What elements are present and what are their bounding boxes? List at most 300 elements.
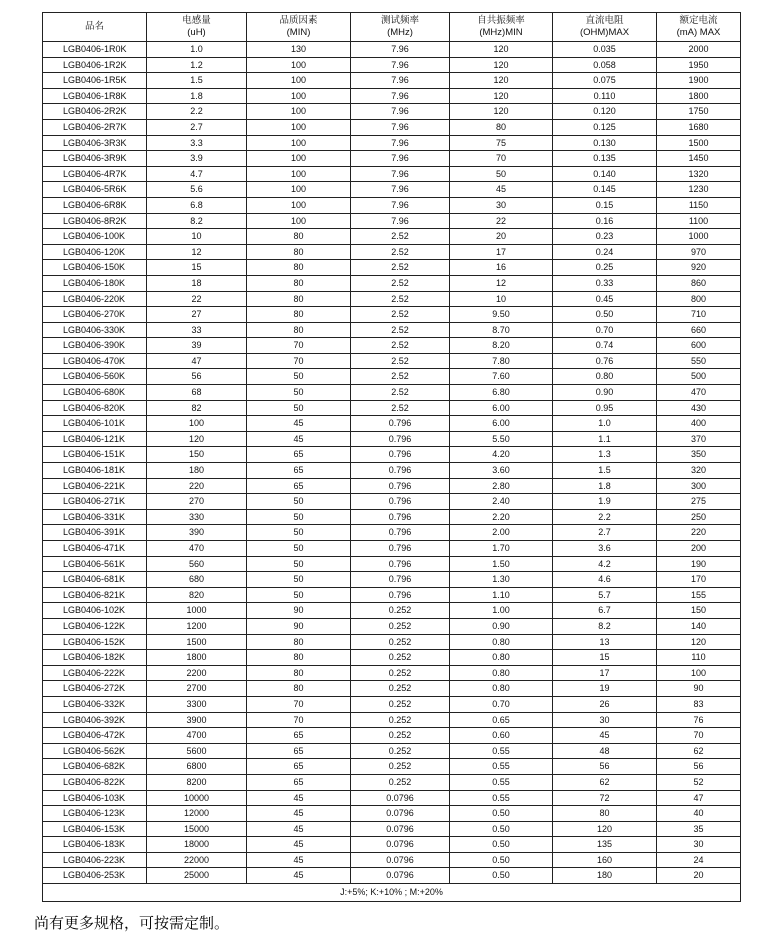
cell-inductance: 1.5 [147,73,247,89]
cell-inductance: 1.2 [147,57,247,73]
cell-test-frequency: 0.796 [351,556,450,572]
cell-srf: 10 [450,291,553,307]
cell-test-frequency: 0.252 [351,618,450,634]
table-row [43,385,741,401]
cell-test-frequency: 2.52 [351,353,450,369]
cell-rated-current: 200 [657,541,741,557]
cell-inductance: 33 [147,322,247,338]
cell-srf: 45 [450,182,553,198]
cell-q-factor: 65 [247,463,351,479]
cell-test-frequency: 0.0796 [351,868,450,884]
cell-srf: 2.80 [450,478,553,494]
cell-q-factor: 45 [247,416,351,432]
cell-part-number: LGB0406-6R8K [43,197,147,213]
cell-inductance: 680 [147,572,247,588]
cell-rated-current: 90 [657,681,741,697]
cell-q-factor: 45 [247,868,351,884]
cell-inductance: 3300 [147,696,247,712]
cell-q-factor: 100 [247,88,351,104]
cell-part-number: LGB0406-822K [43,774,147,790]
table-row [43,322,741,338]
table-row [43,431,741,447]
cell-test-frequency: 2.52 [351,385,450,401]
cell-rated-current: 47 [657,790,741,806]
cell-dc-resistance: 0.90 [553,385,657,401]
table-row [43,774,741,790]
cell-part-number: LGB0406-560K [43,369,147,385]
cell-dc-resistance: 0.80 [553,369,657,385]
cell-test-frequency: 7.96 [351,166,450,182]
cell-rated-current: 190 [657,556,741,572]
cell-srf: 0.50 [450,852,553,868]
table-row [43,665,741,681]
cell-inductance: 2700 [147,681,247,697]
cell-test-frequency: 7.96 [351,151,450,167]
cell-part-number: LGB0406-8R2K [43,213,147,229]
cell-dc-resistance: 13 [553,634,657,650]
cell-test-frequency: 7.96 [351,88,450,104]
cell-inductance: 3.3 [147,135,247,151]
cell-part-number: LGB0406-681K [43,572,147,588]
cell-rated-current: 62 [657,743,741,759]
cell-srf: 7.60 [450,369,553,385]
table-row [43,743,741,759]
cell-srf: 12 [450,275,553,291]
cell-part-number: LGB0406-180K [43,275,147,291]
cell-q-factor: 80 [247,229,351,245]
header-dc-resistance: 直流电阻 (OHM)MAX [553,13,657,42]
cell-inductance: 8.2 [147,213,247,229]
cell-dc-resistance: 1.9 [553,494,657,510]
cell-part-number: LGB0406-331K [43,509,147,525]
cell-srf: 1.50 [450,556,553,572]
cell-rated-current: 70 [657,728,741,744]
cell-test-frequency: 7.96 [351,135,450,151]
cell-rated-current: 56 [657,759,741,775]
cell-test-frequency: 2.52 [351,260,450,276]
cell-q-factor: 50 [247,385,351,401]
cell-rated-current: 150 [657,603,741,619]
table-row [43,759,741,775]
cell-dc-resistance: 0.058 [553,57,657,73]
table-row [43,291,741,307]
cell-q-factor: 80 [247,634,351,650]
cell-rated-current: 370 [657,431,741,447]
cell-rated-current: 30 [657,837,741,853]
cell-dc-resistance: 0.74 [553,338,657,354]
cell-part-number: LGB0406-272K [43,681,147,697]
table-row [43,73,741,89]
cell-srf: 0.65 [450,712,553,728]
cell-inductance: 6800 [147,759,247,775]
cell-q-factor: 80 [247,291,351,307]
cell-rated-current: 320 [657,463,741,479]
cell-dc-resistance: 135 [553,837,657,853]
cell-inductance: 2200 [147,665,247,681]
cell-part-number: LGB0406-271K [43,494,147,510]
cell-inductance: 10000 [147,790,247,806]
table-row [43,509,741,525]
cell-srf: 0.55 [450,774,553,790]
table-row [43,821,741,837]
cell-part-number: LGB0406-680K [43,385,147,401]
cell-part-number: LGB0406-561K [43,556,147,572]
cell-srf: 1.30 [450,572,553,588]
table-row [43,696,741,712]
cell-q-factor: 50 [247,369,351,385]
cell-dc-resistance: 180 [553,868,657,884]
cell-dc-resistance: 160 [553,852,657,868]
cell-srf: 20 [450,229,553,245]
cell-inductance: 56 [147,369,247,385]
cell-rated-current: 970 [657,244,741,260]
table-row [43,494,741,510]
cell-srf: 0.55 [450,743,553,759]
cell-test-frequency: 2.52 [351,369,450,385]
cell-dc-resistance: 3.6 [553,541,657,557]
cell-rated-current: 275 [657,494,741,510]
cell-q-factor: 100 [247,57,351,73]
cell-rated-current: 1000 [657,229,741,245]
cell-srf: 0.80 [450,634,553,650]
cell-part-number: LGB0406-223K [43,852,147,868]
cell-srf: 0.60 [450,728,553,744]
cell-inductance: 1.8 [147,88,247,104]
cell-rated-current: 350 [657,447,741,463]
cell-dc-resistance: 0.110 [553,88,657,104]
cell-part-number: LGB0406-821K [43,587,147,603]
cell-q-factor: 70 [247,338,351,354]
header-inductance: 电感量 (uH) [147,13,247,42]
cell-inductance: 5.6 [147,182,247,198]
cell-dc-resistance: 80 [553,806,657,822]
cell-inductance: 820 [147,587,247,603]
cell-q-factor: 100 [247,213,351,229]
cell-srf: 120 [450,42,553,58]
cell-test-frequency: 0.252 [351,774,450,790]
table-row [43,587,741,603]
cell-srf: 16 [450,260,553,276]
cell-part-number: LGB0406-3R9K [43,151,147,167]
cell-rated-current: 400 [657,416,741,432]
cell-test-frequency: 0.0796 [351,837,450,853]
cell-srf: 0.80 [450,665,553,681]
cell-srf: 2.40 [450,494,553,510]
cell-rated-current: 1450 [657,151,741,167]
cell-part-number: LGB0406-122K [43,618,147,634]
cell-dc-resistance: 1.0 [553,416,657,432]
cell-inductance: 390 [147,525,247,541]
cell-test-frequency: 2.52 [351,307,450,323]
cell-test-frequency: 7.96 [351,197,450,213]
cell-test-frequency: 0.796 [351,494,450,510]
cell-part-number: LGB0406-181K [43,463,147,479]
table-row [43,353,741,369]
cell-rated-current: 430 [657,400,741,416]
cell-part-number: LGB0406-1R5K [43,73,147,89]
cell-inductance: 270 [147,494,247,510]
cell-part-number: LGB0406-2R2K [43,104,147,120]
cell-test-frequency: 0.252 [351,696,450,712]
table-row [43,525,741,541]
cell-q-factor: 100 [247,197,351,213]
cell-rated-current: 52 [657,774,741,790]
cell-rated-current: 20 [657,868,741,884]
table-row [43,88,741,104]
table-row [43,151,741,167]
cell-dc-resistance: 1.3 [553,447,657,463]
cell-srf: 6.00 [450,416,553,432]
cell-dc-resistance: 56 [553,759,657,775]
table-row [43,307,741,323]
cell-test-frequency: 0.252 [351,681,450,697]
table-row [43,213,741,229]
cell-test-frequency: 0.796 [351,463,450,479]
cell-test-frequency: 0.0796 [351,806,450,822]
cell-test-frequency: 2.52 [351,291,450,307]
header-srf: 自共振频率 (MHz)MIN [450,13,553,42]
cell-srf: 120 [450,57,553,73]
cell-part-number: LGB0406-562K [43,743,147,759]
cell-q-factor: 80 [247,681,351,697]
cell-inductance: 25000 [147,868,247,884]
table-row [43,790,741,806]
cell-dc-resistance: 0.23 [553,229,657,245]
cell-q-factor: 50 [247,509,351,525]
tolerance-note: J:+5%; K:+10% ; M:+20% [43,884,741,902]
cell-part-number: LGB0406-153K [43,821,147,837]
table-row [43,572,741,588]
cell-dc-resistance: 0.50 [553,307,657,323]
cell-dc-resistance: 45 [553,728,657,744]
cell-part-number: LGB0406-471K [43,541,147,557]
cell-q-factor: 50 [247,541,351,557]
cell-dc-resistance: 0.130 [553,135,657,151]
cell-dc-resistance: 62 [553,774,657,790]
cell-rated-current: 76 [657,712,741,728]
table-row [43,556,741,572]
table-row [43,837,741,853]
table-row [43,369,741,385]
cell-inductance: 1.0 [147,42,247,58]
cell-test-frequency: 2.52 [351,338,450,354]
cell-part-number: LGB0406-332K [43,696,147,712]
cell-inductance: 47 [147,353,247,369]
table-row [43,852,741,868]
cell-srf: 120 [450,88,553,104]
cell-test-frequency: 0.796 [351,478,450,494]
cell-q-factor: 80 [247,307,351,323]
cell-dc-resistance: 48 [553,743,657,759]
cell-rated-current: 550 [657,353,741,369]
cell-q-factor: 80 [247,322,351,338]
cell-inductance: 15 [147,260,247,276]
cell-dc-resistance: 17 [553,665,657,681]
cell-inductance: 10 [147,229,247,245]
cell-part-number: LGB0406-220K [43,291,147,307]
cell-q-factor: 45 [247,852,351,868]
cell-q-factor: 100 [247,119,351,135]
header-row [43,13,741,42]
cell-rated-current: 920 [657,260,741,276]
cell-test-frequency: 7.96 [351,42,450,58]
cell-rated-current: 1100 [657,213,741,229]
cell-q-factor: 65 [247,774,351,790]
cell-q-factor: 65 [247,728,351,744]
cell-q-factor: 45 [247,837,351,853]
cell-test-frequency: 2.52 [351,400,450,416]
cell-rated-current: 1750 [657,104,741,120]
cell-srf: 0.70 [450,696,553,712]
cell-part-number: LGB0406-152K [43,634,147,650]
table-row [43,275,741,291]
cell-inductance: 27 [147,307,247,323]
cell-part-number: LGB0406-820K [43,400,147,416]
cell-test-frequency: 0.252 [351,743,450,759]
cell-srf: 0.55 [450,759,553,775]
cell-test-frequency: 7.96 [351,73,450,89]
cell-inductance: 100 [147,416,247,432]
cell-q-factor: 100 [247,104,351,120]
cell-part-number: LGB0406-183K [43,837,147,853]
cell-test-frequency: 2.52 [351,244,450,260]
cell-dc-resistance: 1.8 [553,478,657,494]
cell-inductance: 82 [147,400,247,416]
cell-srf: 6.80 [450,385,553,401]
cell-rated-current: 1950 [657,57,741,73]
cell-inductance: 120 [147,431,247,447]
cell-dc-resistance: 0.25 [553,260,657,276]
table-row [43,416,741,432]
cell-part-number: LGB0406-391K [43,525,147,541]
cell-inductance: 2.7 [147,119,247,135]
cell-part-number: LGB0406-102K [43,603,147,619]
cell-part-number: LGB0406-682K [43,759,147,775]
cell-rated-current: 600 [657,338,741,354]
cell-test-frequency: 0.0796 [351,790,450,806]
cell-test-frequency: 0.0796 [351,821,450,837]
cell-inductance: 15000 [147,821,247,837]
cell-part-number: LGB0406-330K [43,322,147,338]
cell-test-frequency: 0.252 [351,728,450,744]
cell-part-number: LGB0406-150K [43,260,147,276]
cell-dc-resistance: 4.6 [553,572,657,588]
cell-srf: 0.80 [450,681,553,697]
cell-inductance: 4.7 [147,166,247,182]
cell-test-frequency: 0.252 [351,650,450,666]
cell-q-factor: 65 [247,743,351,759]
cell-inductance: 1500 [147,634,247,650]
cell-q-factor: 90 [247,618,351,634]
cell-part-number: LGB0406-270K [43,307,147,323]
header-q-factor: 品质因素 (MIN) [247,13,351,42]
cell-rated-current: 800 [657,291,741,307]
tolerance-row [43,884,741,902]
cell-q-factor: 100 [247,166,351,182]
cell-dc-resistance: 0.145 [553,182,657,198]
cell-dc-resistance: 0.075 [553,73,657,89]
cell-q-factor: 70 [247,712,351,728]
cell-rated-current: 1150 [657,197,741,213]
cell-rated-current: 1500 [657,135,741,151]
cell-dc-resistance: 0.035 [553,42,657,58]
cell-inductance: 4700 [147,728,247,744]
cell-srf: 6.00 [450,400,553,416]
cell-dc-resistance: 0.135 [553,151,657,167]
cell-q-factor: 80 [247,650,351,666]
cell-dc-resistance: 19 [553,681,657,697]
table-row [43,197,741,213]
table-row [43,135,741,151]
cell-dc-resistance: 1.5 [553,463,657,479]
cell-dc-resistance: 4.2 [553,556,657,572]
cell-rated-current: 120 [657,634,741,650]
cell-test-frequency: 2.52 [351,322,450,338]
cell-rated-current: 1230 [657,182,741,198]
cell-dc-resistance: 0.16 [553,213,657,229]
cell-srf: 0.90 [450,618,553,634]
cell-test-frequency: 0.252 [351,759,450,775]
cell-srf: 22 [450,213,553,229]
cell-inductance: 6.8 [147,197,247,213]
cell-rated-current: 100 [657,665,741,681]
cell-srf: 8.20 [450,338,553,354]
cell-srf: 3.60 [450,463,553,479]
cell-dc-resistance: 2.7 [553,525,657,541]
cell-test-frequency: 0.796 [351,541,450,557]
cell-test-frequency: 0.796 [351,447,450,463]
cell-part-number: LGB0406-103K [43,790,147,806]
cell-q-factor: 65 [247,478,351,494]
cell-srf: 0.50 [450,868,553,884]
cell-rated-current: 24 [657,852,741,868]
cell-dc-resistance: 1.1 [553,431,657,447]
cell-rated-current: 110 [657,650,741,666]
cell-test-frequency: 2.52 [351,229,450,245]
table-row [43,166,741,182]
cell-part-number: LGB0406-4R7K [43,166,147,182]
cell-rated-current: 83 [657,696,741,712]
cell-test-frequency: 0.252 [351,634,450,650]
cell-inductance: 470 [147,541,247,557]
cell-rated-current: 155 [657,587,741,603]
cell-part-number: LGB0406-101K [43,416,147,432]
table-row [43,400,741,416]
cell-part-number: LGB0406-121K [43,431,147,447]
cell-part-number: LGB0406-1R8K [43,88,147,104]
table-row [43,650,741,666]
cell-inductance: 22000 [147,852,247,868]
cell-q-factor: 100 [247,182,351,198]
cell-test-frequency: 2.52 [351,275,450,291]
table-row [43,260,741,276]
cell-dc-resistance: 30 [553,712,657,728]
cell-q-factor: 45 [247,821,351,837]
table-row [43,634,741,650]
cell-srf: 0.50 [450,821,553,837]
cell-inductance: 68 [147,385,247,401]
cell-rated-current: 1680 [657,119,741,135]
cell-q-factor: 50 [247,525,351,541]
cell-srf: 70 [450,151,553,167]
cell-dc-resistance: 0.76 [553,353,657,369]
table-row [43,463,741,479]
cell-part-number: LGB0406-470K [43,353,147,369]
cell-dc-resistance: 0.140 [553,166,657,182]
cell-test-frequency: 0.0796 [351,852,450,868]
cell-inductance: 220 [147,478,247,494]
cell-srf: 1.00 [450,603,553,619]
